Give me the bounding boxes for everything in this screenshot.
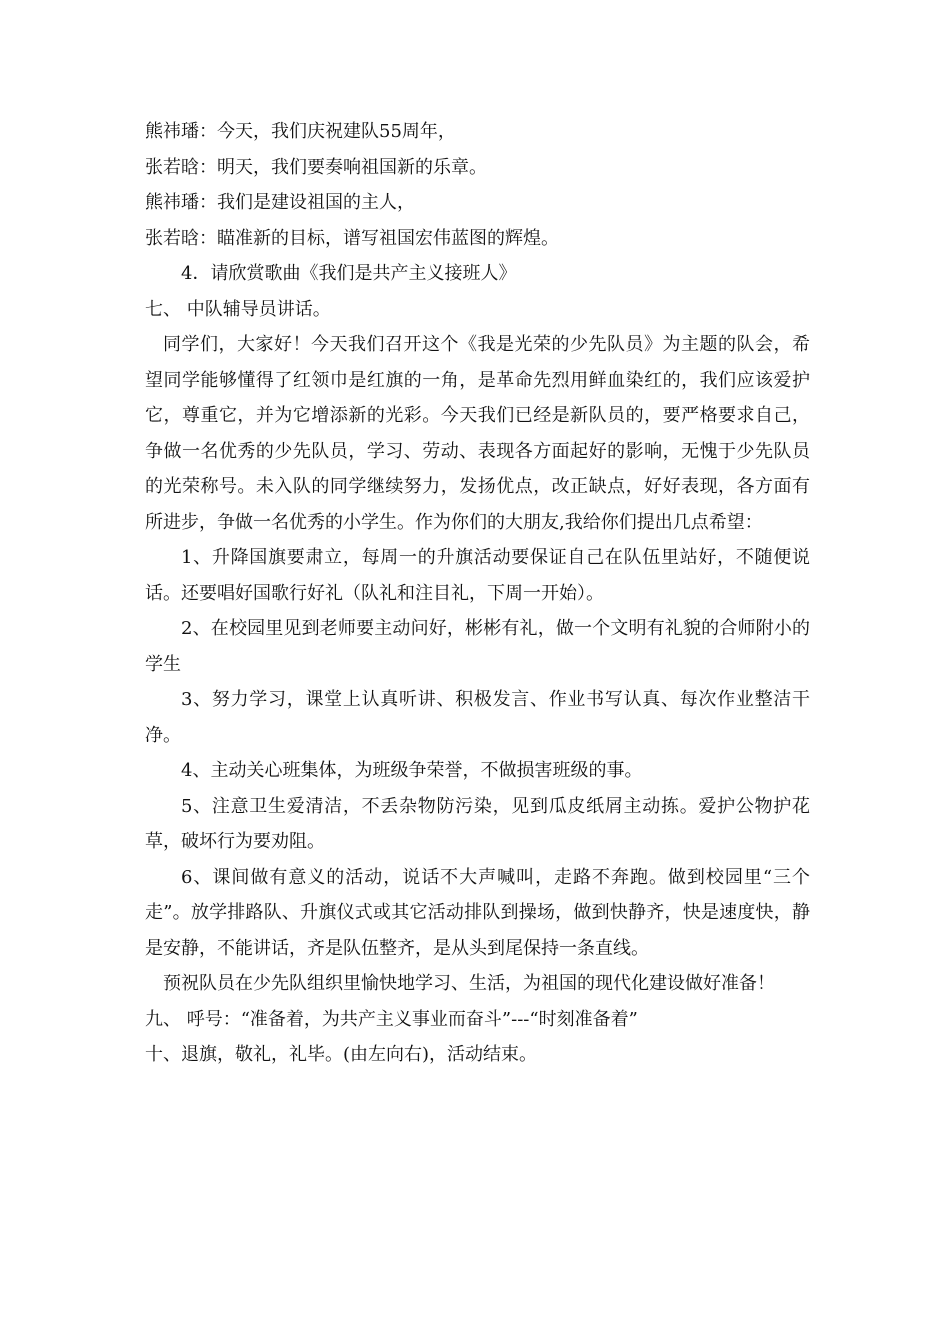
closing-paragraph: 预祝队员在少先队组织里愉快地学习、生活，为祖国的现代化建设做好准备！: [163, 973, 775, 994]
hope-item: 2、在校园里见到老师要主动问好，彬彬有礼，做一个文明有礼貌的合师附小的学生: [145, 618, 810, 675]
hope-item: 3、努力学习，课堂上认真听讲、积极发言、作业书写认真、每次作业整洁干净。: [145, 689, 810, 746]
dialogue-line: 张若晗：明天，我们要奏响祖国新的乐章。: [145, 156, 487, 178]
section-heading: 九、 呼号：“准备着，为共产主义事业而奋斗”---“时刻准备着”: [145, 1008, 638, 1030]
section-heading: 七、 中队辅导员讲话。: [145, 298, 331, 320]
dialogue-line: 熊祎璠：我们是建设祖国的主人，: [145, 192, 415, 213]
program-item: 4．请欣赏歌曲《我们是共产主义接班人》: [181, 263, 517, 284]
hope-item: 5、注意卫生爱清洁，不丢杂物防污染，见到瓜皮纸屑主动拣。爱护公物护花草，破坏行为要劝阻。: [145, 795, 810, 852]
section-heading: 十、退旗，敬礼，礼毕。(由左向右)，活动结束。: [145, 1044, 538, 1065]
hope-item: 4、主动关心班集体，为班级争荣誉，不做损害班级的事。: [181, 760, 643, 781]
document-body: [145, 114, 810, 1073]
speech-paragraph: 同学们，大家好！今天我们召开这个《我是光荣的少先队员》为主题的队会，希望同学能够懂得了红领巾是红旗的一角，是革命先烈用鲜血染红的，我们应该爱护它，尊重它，并为它增添新的光彩。今天我们已经是新队员的，要严格要求自己，争做一名优秀的少先队员，学习、劳动、表现各方面起好的影响，无愧于少先队员的光荣称号。未入队的同学继续努力，发扬优点，改正缺点，好好表现，各方面有所进步，争做一名优秀的小学生。作为你们的大朋友,我给你们提出几点希望：: [145, 334, 810, 533]
hope-item: 1、升降国旗要肃立，每周一的升旗活动要保证自己在队伍里站好，不随便说话。还要唱好国歌行好礼（队礼和注目礼，下周一开始）。: [145, 547, 810, 604]
dialogue-line: 张若晗：瞄准新的目标，谱写祖国宏伟蓝图的辉煌。: [145, 227, 559, 249]
dialogue-line: 熊祎璠：今天，我们庆祝建队55周年，: [145, 121, 456, 142]
hope-item: 6、课间做有意义的活动，说话不大声喊叫，走路不奔跑。做到校园里“三个走”。放学排路队、升旗仪式或其它活动排队到操场，做到快静齐，快是速度快，静是安静，不能讲话，齐是队伍整齐，是从头到尾保持一条直线。: [145, 866, 810, 959]
